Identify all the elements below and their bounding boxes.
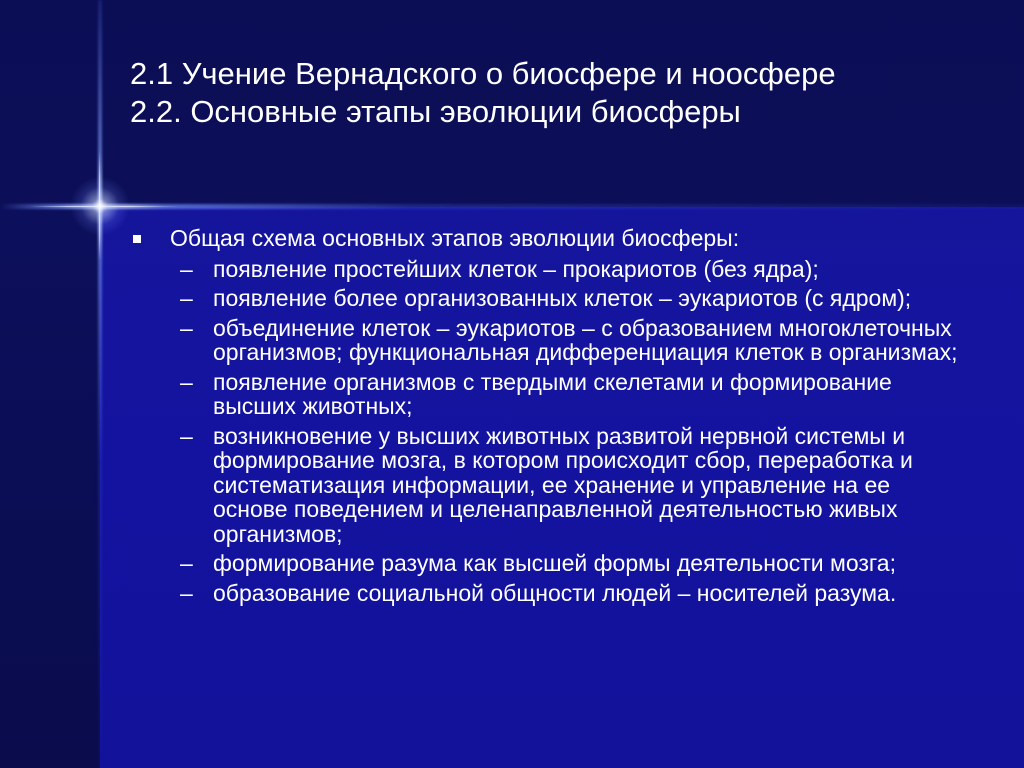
dash-bullet: –: [180, 368, 193, 395]
slide-body: [130, 226, 960, 610]
dash-bullet: –: [180, 255, 193, 282]
sub-item-text: появление более организованных клеток – эукариотов (с ядром);: [213, 285, 912, 311]
bullet-item: [130, 226, 960, 251]
sub-item-list: [130, 257, 960, 606]
dash-bullet: –: [180, 579, 193, 606]
sub-item-text: появление простейших клеток – прокариотов (без ядра);: [213, 255, 819, 282]
square-bullet-icon: [133, 235, 141, 243]
slide-title: [130, 55, 990, 131]
sub-item-1: [130, 257, 960, 282]
sub-item-text: появление организмов с твердыми скелетами и формирование высших животных;: [213, 368, 892, 419]
dash-bullet: –: [180, 314, 193, 341]
sub-item-6: [130, 551, 960, 576]
dash-bullet: –: [180, 422, 193, 449]
title-line-2: 2.2. Основные этапы эволюции биосферы: [130, 94, 741, 129]
background-left-band: [0, 207, 100, 768]
sub-item-text: объединение клеток – эукариотов – с образованием многоклеточных организмов; функциональная дифференциация клеток в организмах;: [213, 314, 958, 365]
dash-bullet: –: [180, 550, 193, 576]
dash-bullet: –: [180, 285, 193, 311]
sub-item-5: [130, 424, 960, 547]
vertical-light-line: [98, 0, 102, 768]
sub-item-4: [130, 370, 960, 419]
title-line-1: 2.1 Учение Вернадского о биосфере и ноосфере: [130, 56, 836, 91]
sub-item-text: возникновение у высших животных развитой нервной системы и формирование мозга, в котором происходит сбор, переработка и систематизация информации, ее хранение и управление на ее основе поведением и целенаправленной деятельностью живых организмов;: [213, 422, 913, 547]
sub-item-2: [130, 286, 960, 311]
star-glow-icon: [70, 176, 130, 236]
sub-item-text: формирование разума как высшей формы деятельности мозга;: [213, 550, 896, 576]
sub-item-text: образование социальной общности людей – носителей разума.: [213, 579, 897, 606]
sub-item-3: [130, 316, 960, 365]
bullet-text: Общая схема основных этапов эволюции биосферы:: [170, 225, 740, 251]
sub-item-7: [130, 581, 960, 606]
